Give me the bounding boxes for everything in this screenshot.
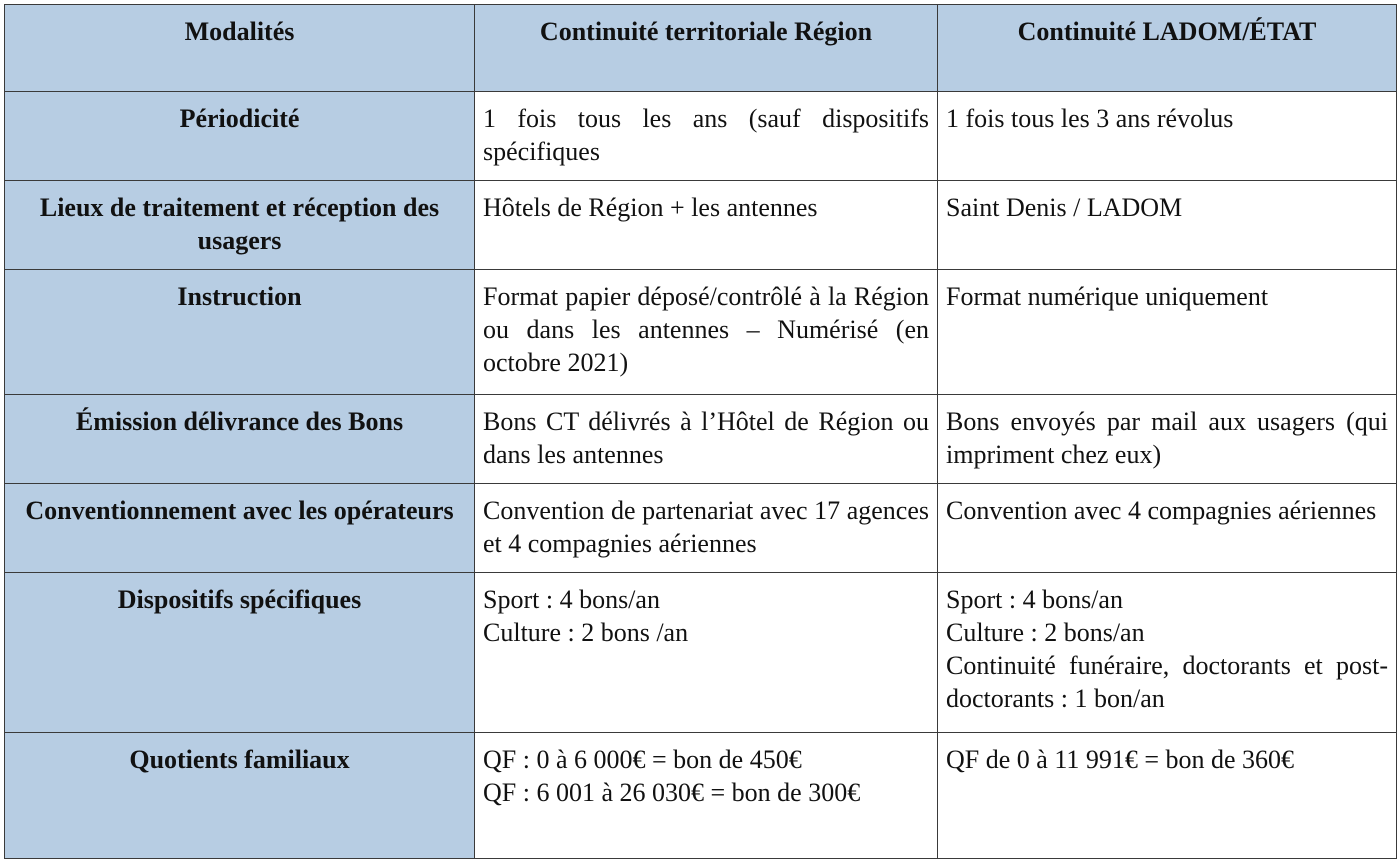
- row-label-lieux: Lieux de traitement et réception des usagers: [5, 181, 475, 270]
- cell-line: Format papier déposé/contrôlé à la Région ou dans les antennes – Numérisé (en octobre 2021): [483, 282, 929, 377]
- row-label-dispositifs: Dispositifs spécifiques: [5, 573, 475, 733]
- cell-line: Sport : 4 bons/an: [483, 585, 660, 614]
- header-etat: Continuité LADOM/ÉTAT: [938, 5, 1397, 92]
- cell-region-lieux: [475, 181, 938, 270]
- cell-line: QF de 0 à 11 991€ = bon de 360€: [946, 745, 1295, 774]
- table-row: [5, 181, 1397, 270]
- row-label-instruction: Instruction: [5, 270, 475, 395]
- cell-line: QF : 6 001 à 26 030€ = bon de 300€: [483, 778, 861, 807]
- comparison-table: [4, 4, 1397, 859]
- cell-line: Convention avec 4 compagnies aériennes: [946, 496, 1377, 525]
- header-modalites: Modalités: [5, 5, 475, 92]
- row-label-conventionnement: Conventionnement avec les opérateurs: [5, 484, 475, 573]
- cell-line: Sport : 4 bons/an: [946, 585, 1123, 614]
- cell-etat-instruction: [938, 270, 1397, 395]
- cell-line: Bons CT délivrés à l’Hôtel de Région ou dans les antennes: [483, 407, 929, 469]
- cell-line: 1 fois tous les ans (sauf dispositifs spécifiques: [483, 104, 929, 166]
- cell-etat-emission: [938, 395, 1397, 484]
- table-row: [5, 484, 1397, 573]
- cell-line: Culture : 2 bons/an: [946, 618, 1145, 647]
- cell-region-dispositifs: [475, 573, 938, 733]
- cell-line: Bons envoyés par mail aux usagers (qui impriment chez eux): [946, 407, 1388, 469]
- table-row: [5, 573, 1397, 733]
- cell-region-emission: [475, 395, 938, 484]
- row-label-quotients: Quotients familiaux: [5, 733, 475, 859]
- cell-line: Convention de partenariat avec 17 agences et 4 compagnies aériennes: [483, 496, 929, 558]
- cell-region-conventionnement: [475, 484, 938, 573]
- table-row: [5, 92, 1397, 181]
- cell-etat-periodicite: [938, 92, 1397, 181]
- cell-line: Culture : 2 bons /an: [483, 618, 689, 647]
- table-row: [5, 270, 1397, 395]
- cell-etat-lieux: [938, 181, 1397, 270]
- row-label-emission: Émission délivrance des Bons: [5, 395, 475, 484]
- cell-line: QF : 0 à 6 000€ = bon de 450€: [483, 745, 802, 774]
- cell-region-quotients: [475, 733, 938, 859]
- cell-line: Hôtels de Région + les antennes: [483, 193, 818, 222]
- row-label-periodicite: Périodicité: [5, 92, 475, 181]
- cell-etat-conventionnement: [938, 484, 1397, 573]
- cell-etat-quotients: [938, 733, 1397, 859]
- cell-line: 1 fois tous les 3 ans révolus: [946, 104, 1234, 133]
- table-row: [5, 395, 1397, 484]
- cell-region-periodicite: [475, 92, 938, 181]
- cell-etat-dispositifs: [938, 573, 1397, 733]
- header-row: [5, 5, 1397, 92]
- cell-line: Format numérique uniquement: [946, 282, 1269, 311]
- header-region: Continuité territoriale Région: [475, 5, 938, 92]
- cell-line: Continuité funéraire, doctorants et post-doctorants : 1 bon/an: [946, 651, 1388, 713]
- table-row: [5, 733, 1397, 859]
- cell-region-instruction: [475, 270, 938, 395]
- cell-line: Saint Denis / LADOM: [946, 193, 1183, 222]
